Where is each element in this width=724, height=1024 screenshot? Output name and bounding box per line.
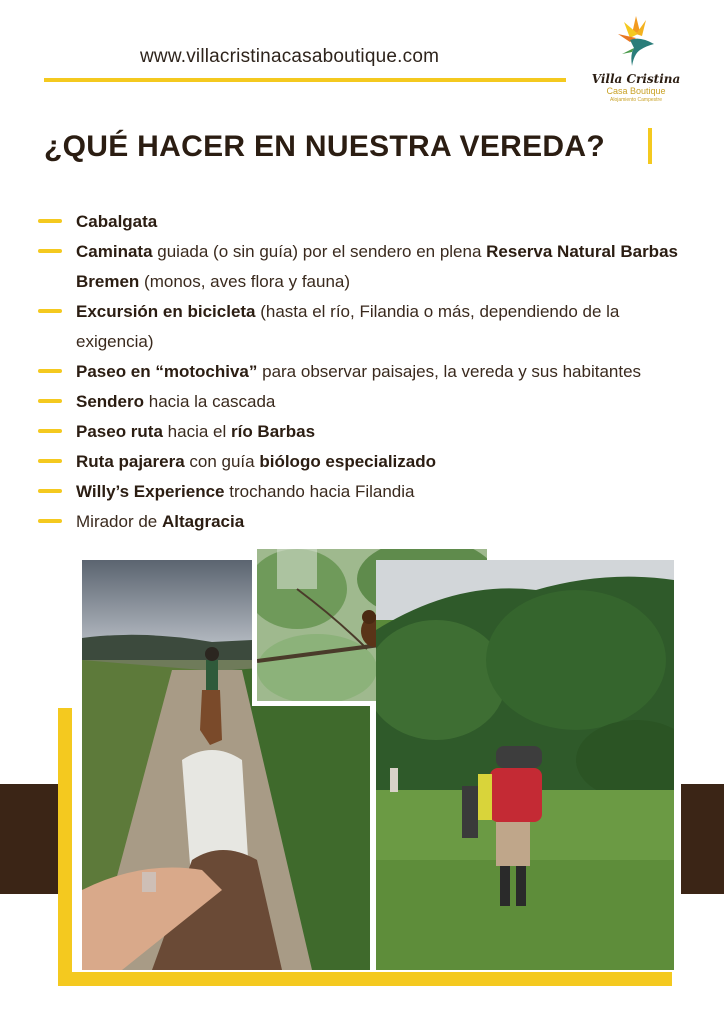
url-underline (44, 78, 566, 82)
activity-item (38, 447, 688, 477)
activity-highlight: Altagracia (161, 512, 245, 531)
activity-text: hacia la cascada (144, 392, 276, 411)
bullet-dash (38, 249, 62, 253)
bullet-dash (38, 399, 62, 403)
title-accent-bar (648, 128, 652, 164)
activity-text: (monos, aves flora y fauna) (139, 272, 351, 291)
activity-text: con guía (184, 452, 260, 471)
activity-highlight: Paseo ruta (76, 422, 163, 441)
activity-item (38, 477, 688, 507)
activity-item (38, 357, 688, 387)
bullet-dash (38, 219, 62, 223)
activity-highlight: biólogo especializado (259, 452, 436, 471)
photo-hikers-meadow (376, 560, 674, 970)
activity-highlight: Sendero (76, 392, 145, 411)
activity-highlight: Cabalgata (76, 212, 158, 231)
activity-text: para observar paisajes, la vereda y sus habitantes (257, 362, 642, 381)
activity-text: (hasta el río, Filandia o más, dependiendo de la exigencia) (76, 302, 620, 351)
activity-item (38, 417, 688, 447)
bullet-dash (38, 429, 62, 433)
activity-highlight: río Barbas (230, 422, 316, 441)
activity-item (38, 207, 688, 237)
activity-text: hacia el (162, 422, 231, 441)
logo-tagline: Alojamiento Campestre (610, 97, 662, 103)
activity-item (38, 387, 688, 417)
decor-block-right (681, 784, 724, 894)
website-url[interactable]: www.villacristinacasaboutique.com (140, 46, 440, 67)
activity-text: Mirador de (76, 512, 162, 531)
activity-list (38, 207, 688, 537)
bullet-dash (38, 369, 62, 373)
decor-bar-bottom (58, 972, 672, 986)
page-title: ¿QUÉ HACER EN NUESTRA VEREDA? (44, 130, 605, 163)
activity-highlight: Ruta pajarera (76, 452, 185, 471)
bullet-dash (38, 519, 62, 523)
bullet-dash (38, 309, 62, 313)
bird-of-paradise-flower-icon (610, 10, 662, 70)
decor-bar-left (58, 708, 72, 984)
activity-item (38, 507, 688, 537)
logo (586, 10, 696, 106)
bullet-dash (38, 489, 62, 493)
logo-subtitle: Casa Boutique (606, 86, 666, 96)
activity-highlight: Caminata (76, 242, 153, 261)
activity-highlight: Excursión en bicicleta (76, 302, 256, 321)
logo-name: Villa Cristina (591, 72, 681, 86)
activity-text: trochando hacia Filandia (224, 482, 415, 501)
activity-text: guiada (o sin guía) por el sendero en plena (152, 242, 487, 261)
activity-highlight: Reserva Natural Barbas Bremen (76, 242, 678, 291)
activity-highlight: Paseo en “motochiva” (76, 362, 258, 381)
bullet-dash (38, 459, 62, 463)
activity-item (38, 237, 688, 297)
activity-item (38, 297, 688, 357)
activity-highlight: Willy’s Experience (76, 482, 225, 501)
